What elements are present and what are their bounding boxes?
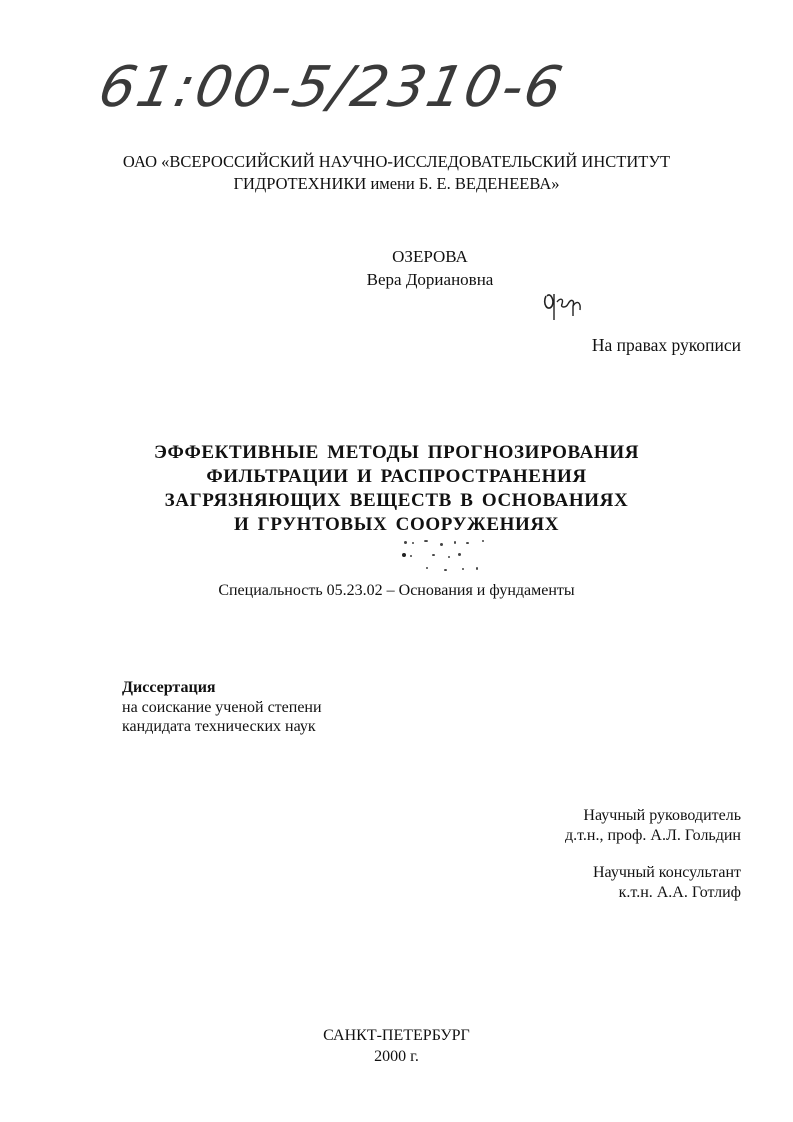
author-signature (540, 282, 585, 327)
author-surname: ОЗЕРОВА (392, 247, 468, 266)
dissertation-label: Диссертация (122, 679, 216, 696)
author-given-names: Вера Дориановна (366, 270, 494, 289)
institution-name-line1: ОАО «ВСЕРОССИЙСКИЙ НАУЧНО-ИССЛЕДОВАТЕЛЬСКИЙ ИНСТИТУТ (122, 152, 671, 171)
consultant-label: Научный консультант (593, 864, 741, 881)
dissertation-title-line1: ЭФФЕКТИВНЫЕ МЕТОДЫ ПРОГНОЗИРОВАНИЯ (153, 442, 640, 463)
faded-stamp-marks (396, 537, 506, 579)
manuscript-rights-note: На правах рукописи (591, 335, 741, 355)
degree-purpose-line: на соискание ученой степени (122, 699, 322, 716)
handwritten-archive-number: 61:00-5/2310-6 (93, 55, 570, 120)
dissertation-title-line2: ФИЛЬТРАЦИИ И РАСПРОСТРАНЕНИЯ (206, 466, 587, 487)
supervisor-label: Научный руководитель (583, 807, 741, 824)
publication-year: 2000 г. (374, 1048, 419, 1065)
consultant-name: к.т.н. А.А. Готлиф (618, 884, 741, 901)
supervisor-name: д.т.н., проф. А.Л. Гольдин (564, 827, 741, 844)
city-name: САНКТ-ПЕТЕРБУРГ (323, 1027, 470, 1044)
specialty-line: Специальность 05.23.02 – Основания и фундаменты (218, 582, 575, 599)
institution-name-line2: ГИДРОТЕХНИКИ имени Б. Е. ВЕДЕНЕЕВА» (233, 174, 560, 193)
degree-name-line: кандидата технических наук (122, 718, 316, 735)
dissertation-title-line4: И ГРУНТОВЫХ СООРУЖЕНИЯХ (233, 514, 560, 535)
dissertation-title-line3: ЗАГРЯЗНЯЮЩИХ ВЕЩЕСТВ В ОСНОВАНИЯХ (164, 490, 629, 511)
